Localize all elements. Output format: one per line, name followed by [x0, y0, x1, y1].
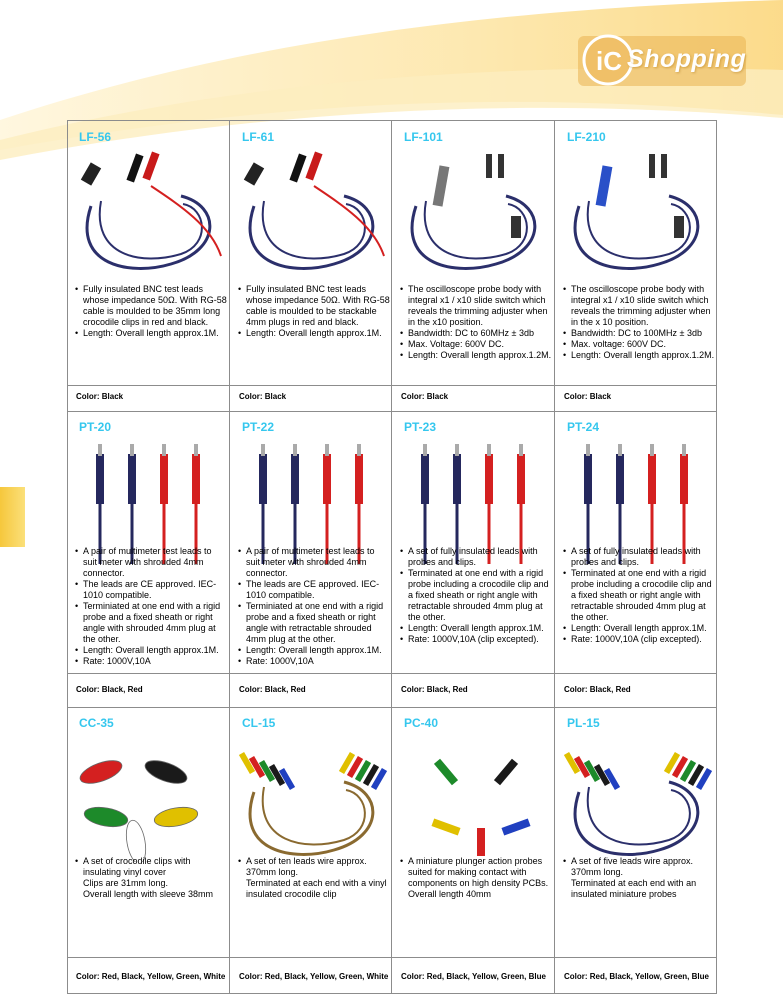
product-color: Color: Red, Black, Yellow, Green, Blue [401, 972, 546, 981]
description-bullet: • Length: Overall length approx.1M. [236, 328, 390, 339]
description-bullet: • Length: Overall length approx.1M. [561, 623, 715, 634]
product-description [236, 284, 390, 339]
bnc-lead-plug-image [234, 146, 388, 276]
product-color: Color: Red, Black, Yellow, Green, Blue [564, 972, 709, 981]
crocodile-clips-image [71, 732, 225, 862]
description-bullet: • Rate: 1000V,10A (clip excepted). [561, 634, 715, 645]
product-code: LF-210 [567, 130, 606, 144]
product-code: PT-20 [79, 420, 112, 434]
description-bullet: • A miniature plunger action probes suited for making contact with components on high density PCBs. Overall length 40mm [398, 856, 552, 900]
product-code: PL-15 [567, 716, 600, 730]
product-color: Color: Black [239, 392, 287, 401]
description-bullet: • Max. voltage: 600V DC. [561, 339, 715, 350]
plunger-probes-image [396, 732, 550, 862]
product-color: Color: Black [76, 392, 124, 401]
description-bullet: • The leads are CE approved. IEC-1010 compatible. [73, 579, 227, 601]
product-code: CC-35 [79, 716, 114, 730]
description-bullet: • Rate: 1000V,10A [236, 656, 390, 667]
product-description [561, 284, 715, 361]
product-code: PT-22 [242, 420, 275, 434]
product-cell-pt-24 [555, 410, 717, 706]
product-cell-pt-22 [230, 410, 392, 706]
product-cell-pl-15 [555, 706, 717, 994]
description-bullet: • A set of five leads wire approx. 370mm long. Terminated at each end with an insulated miniature probes [561, 856, 715, 900]
product-description [73, 284, 227, 339]
description-bullet: • Rate: 1000V,10A (clip excepted). [398, 634, 552, 645]
description-bullet: • Length: Overall length approx.1.2M. [561, 350, 715, 361]
description-bullet: • Length: Overall length approx.1M. [73, 328, 227, 339]
miniature-probe-wires-image [559, 732, 713, 862]
product-color: Color: Black, Red [401, 685, 468, 694]
description-bullet: • A set of ten leads wire approx. 370mm long. Terminated at each end with a vinyl insulated crocodile clip [236, 856, 390, 900]
product-cell-lf-101 [392, 120, 555, 410]
product-description [398, 856, 552, 900]
product-code: PT-24 [567, 420, 600, 434]
product-cell-pt-20 [67, 410, 230, 706]
description-bullet: • The leads are CE approved. IEC-1010 compatible. [236, 579, 390, 601]
product-description [398, 284, 552, 361]
description-bullet: • Bandwidth: DC to 60MHz ± 3db [398, 328, 552, 339]
description-bullet: • Length: Overall length approx.1M. [398, 623, 552, 634]
description-bullet: • Bandwidth: DC to 100MHz ± 3db [561, 328, 715, 339]
product-cell-pt-23 [392, 410, 555, 706]
side-tab [0, 487, 25, 547]
product-code: PT-23 [404, 420, 437, 434]
description-bullet: • Fully insulated BNC test leads whose impedance 50Ω. With RG-58 cable is moulded to be stackable 4mm plugs in red and black. [236, 284, 390, 328]
product-color: Color: Red, Black, Yellow, Green, White [76, 972, 226, 981]
product-code: LF-56 [79, 130, 112, 144]
description-bullet: • Length: Overall length approx.1M. [73, 645, 227, 656]
product-code: LF-101 [404, 130, 443, 144]
product-description [236, 546, 390, 667]
product-cell-lf-61 [230, 120, 392, 410]
product-description [73, 856, 227, 900]
product-code: PC-40 [404, 716, 439, 730]
product-color: Color: Black, Red [564, 685, 631, 694]
description-bullet: • The oscilloscope probe body with integral x1 / x10 slide switch which reveals the trimming adjuster when in the x10 position. [398, 284, 552, 328]
product-description [73, 546, 227, 667]
description-bullet: • A set of crocodile clips with insulating vinyl cover Clips are 31mm long. Overall length with sleeve 38mm [73, 856, 227, 900]
description-bullet: • A pair of multimeter test leads to suit meter with shrouded 4mm connector. [73, 546, 227, 579]
product-description [236, 856, 390, 900]
description-bullet: • Fully insulated BNC test leads whose impedance 50Ω. With RG-58 cable is moulded to be 35mm long crocodile clips in red and black. [73, 284, 227, 328]
product-cell-cc-35 [67, 706, 230, 994]
description-bullet: • Rate: 1000V,10A [73, 656, 227, 667]
description-bullet: • Length: Overall length approx.1.2M. [398, 350, 552, 361]
oscilloscope-probe-image [396, 146, 550, 276]
svg-text:iC: iC [596, 46, 622, 76]
description-bullet: • Length: Overall length approx.1M. [236, 645, 390, 656]
logo-text: Shopping [627, 45, 747, 73]
product-cell-lf-56 [67, 120, 230, 410]
product-color: Color: Black, Red [76, 685, 143, 694]
product-cell-lf-210 [555, 120, 717, 410]
product-description [561, 546, 715, 645]
description-bullet: • Terminated at one end with a rigid probe including a crocodile clip and a fixed sheath or right angle with retractable shrouded 4mm plug at the other. [561, 568, 715, 623]
product-color: Color: Red, Black, Yellow, Green, White [239, 972, 389, 981]
oscilloscope-probe-blue-image [559, 146, 713, 276]
description-bullet: • Terminated at one end with a rigid probe including a crocodile clip and a fixed sheath or right angle with retractable shrouded 4mm plug at the other. [398, 568, 552, 623]
product-cell-pc-40 [392, 706, 555, 994]
description-bullet: • The oscilloscope probe body with integral x1 / x10 slide switch which reveals the trimming adjuster when in the x 10 position. [561, 284, 715, 328]
product-color: Color: Black [401, 392, 449, 401]
description-bullet: • A set of fully insulated leads with probes and clips. [398, 546, 552, 568]
description-bullet: • A pair of multimeter test leads to suit meter with shrouded 4mm connector. [236, 546, 390, 579]
description-bullet: • Max. Voltage: 600V DC. [398, 339, 552, 350]
bnc-lead-crocodile-image [71, 146, 225, 276]
description-bullet: • A set of fully insulated leads with probes and clips. [561, 546, 715, 568]
product-description [561, 856, 715, 900]
description-bullet: • Terminiated at one end with a rigid probe and a fixed sheath or right angle with retractable shrouded 4mm plug at the other. [236, 601, 390, 645]
product-color: Color: Black, Red [239, 685, 306, 694]
product-code: CL-15 [242, 716, 276, 730]
crocodile-wire-set-image [234, 732, 388, 862]
description-bullet: • Terminiated at one end with a rigid probe and a fixed sheath or right angle with shrouded 4mm plug at the other. [73, 601, 227, 645]
product-description [398, 546, 552, 645]
product-cell-cl-15 [230, 706, 392, 994]
product-code: LF-61 [242, 130, 275, 144]
product-color: Color: Black [564, 392, 612, 401]
